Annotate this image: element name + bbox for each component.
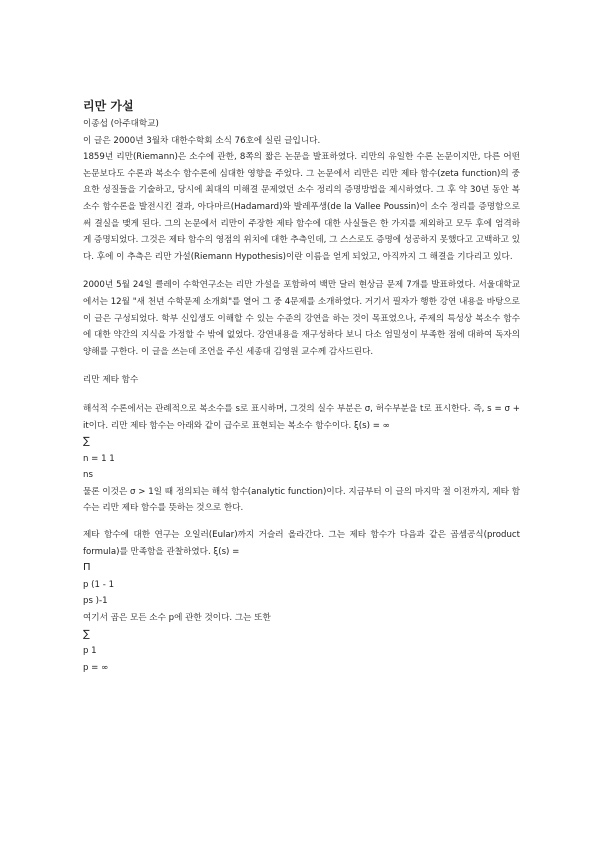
intro-paragraph: 1859년 리만(Riemann)은 소수에 관한, 8쪽의 짧은 논문을 발표하였다. 리만의 유일한 수론 논문이지만, 다른 어떤 논문보다도 수론과 복소수 함수론에 심대한 영향을 주었다. 그 논문에서 리만은 리만 제타 함수(zeta function)의 중요한 성질들을 기술하고, 당시에 최대의 미해결 문제였던 소수 정리의 증명방법을 제시하였다. 그 후 약 30년 동안 복소수 함수론을 발전시킨 결과, 아다마르(Hadamard)와 발레푸생(de la Vallee Poussin)이 소수 정리를 증명함으로써 결실을 맺게 된다. 그의 논문에서 리만이 주장한 제타 함수에 대한 사실들은 한 가지를 제외하고 모두 후에 엄격하게 증명되었다. 그것은 제타 함수의 영점의 위치에 대한 추측인데, 그 스스로도 증명에 성공하지 못했다고 고백하고 있다. 후에 이 추측은 리만 가설(Riemann Hypothesis)이란 이름을 얻게 되었고, 아직까지 그 해결을 기다리고 있다. [83,152,520,262]
formula-line: ns [83,470,93,481]
product-symbol: Π [83,562,91,574]
analytic-function-paragraph: 물론 이것은 σ > 1일 때 정의되는 해석 함수(analytic function)이다. 지금부터 이 글의 마지막 절 이전까지, 제타 함수는 리만 제타 함수를 뜻하는 것으로 한다. [83,486,520,514]
section-paragraph: 해석적 수론에서는 관례적으로 복소수를 s로 표시하며, 그것의 실수 부분은 σ, 허수부분을 t로 표시한다. 즉, s = σ + it이다. 리만 제타 함수는 아래와 같이 급수로 표현되는 복소수 함수이다. ξ(s) = ∞ [83,403,520,431]
formula-line: n = 1 1 [83,453,115,464]
author-line: 이종섭 (아주대학교) [83,119,159,129]
formula-line: p = ∞ [83,662,109,673]
document-title: 리만 가설 [83,99,134,113]
product-note: 여기서 곱은 모든 소수 p에 관한 것이다. 그는 또한 [83,613,271,624]
formula-line: p 1 [83,646,97,657]
source-line: 이 글은 2000년 3월차 대한수학회 소식 76호에 실린 글입니다. [83,135,321,146]
formula-line: ps )-1 [83,596,108,607]
summation-symbol: ∑ [83,436,90,448]
formula-line: p (1 - 1 [83,579,115,590]
section-heading: 리만 제타 함수 [83,375,139,386]
euler-paragraph: 제타 함수에 대한 연구는 오일러(Eular)까지 거슬러 올라간다. 그는 제타 함수가 다음과 같은 곱셈공식(product formula)를 만족함을 관찰하였다. ξ(s) = [83,530,520,557]
summation-symbol: ∑ [83,628,90,640]
second-paragraph: 2000년 5월 24일 클레이 수학연구소는 리만 가설을 포함하여 백만 달러 현상금 문제 7개를 발표하였다. 서울대학교에서는 12월 "새 천년 수학문제 소개회"를 열어 그 중 4문제를 소개하였다. 거기서 필자가 행한 강연 내용을 바탕으로 이 글은 구성되었다. 학부 신입생도 이해할 수 있는 수준의 강연을 하는 것이 목표였으나, 주제의 특성상 복소수 함수에 대한 약간의 지식을 가정할 수 밖에 없었다. 강연내용을 재구성하다 보니 다소 엄밀성이 부족한 점에 대하여 독자의 양해를 구한다. 이 글을 쓰는데 조언을 주신 세종대 김영원 교수께 감사드린다. [83,280,520,357]
document-body [83,98,520,676]
